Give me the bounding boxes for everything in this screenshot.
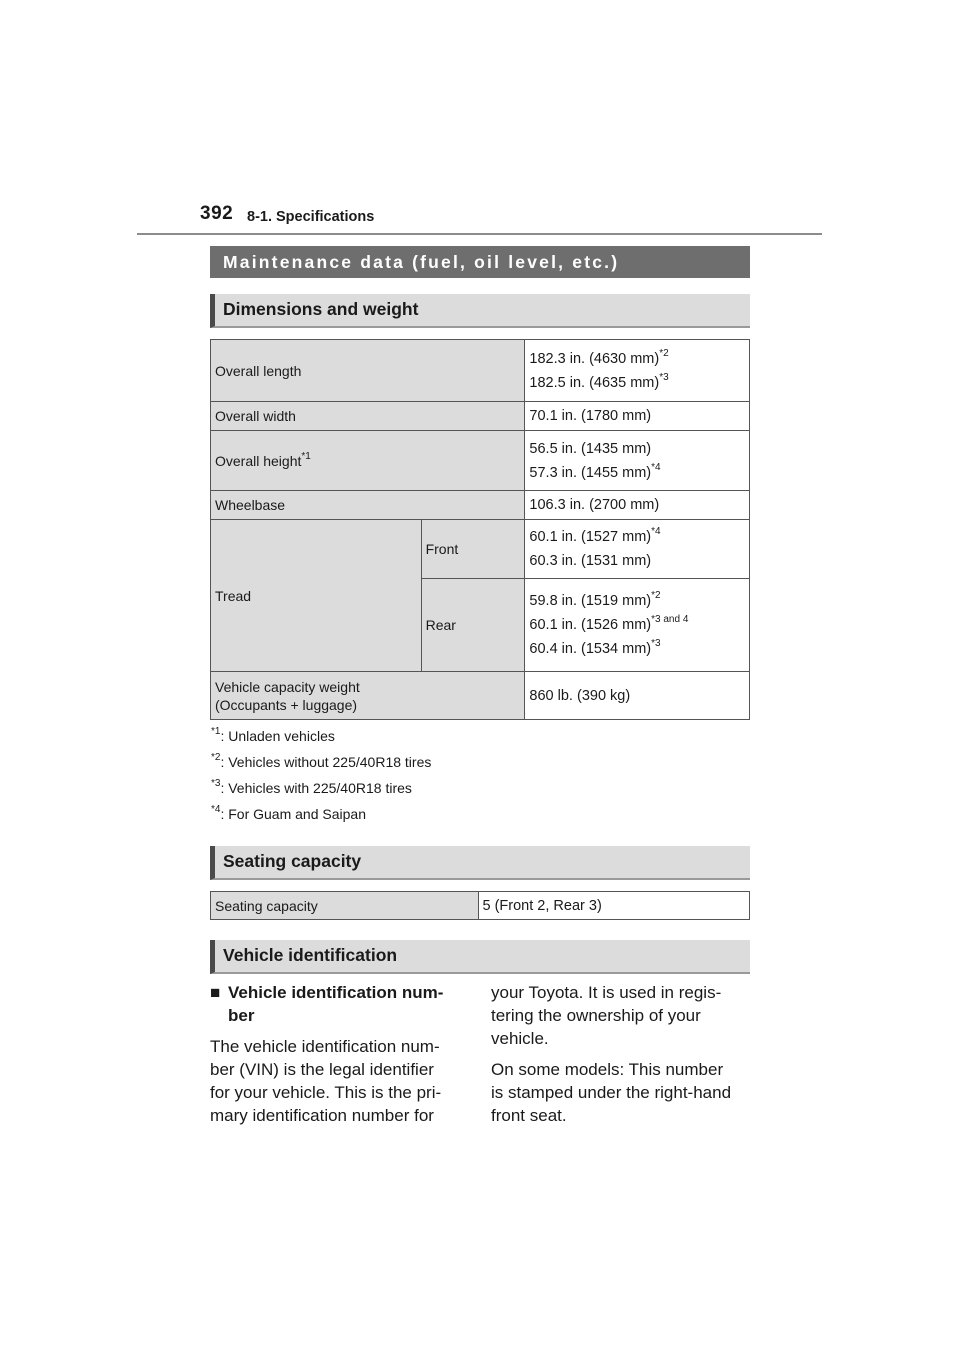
vin-column-right xyxy=(491,981,751,1135)
table-row xyxy=(211,402,750,431)
row-label: Overall height$^{*1}$ xyxy=(211,431,525,491)
vin-paragraph-part2: your Toyota. It is used in regis- tering the ownership of your vehicle. xyxy=(491,983,722,1048)
main-title-bar xyxy=(210,246,750,278)
row-sublabel: Rear xyxy=(421,579,525,672)
table-row xyxy=(211,340,750,402)
row-sublabel: Front xyxy=(421,520,525,579)
footnote: $^{*1}$: Unladen vehicles xyxy=(211,726,335,744)
seating-table xyxy=(210,891,750,920)
dimensions-heading: Dimensions and weight xyxy=(223,299,419,319)
row-label: Seating capacity xyxy=(211,892,479,920)
row-label: Overall length xyxy=(211,340,525,402)
row-label: Vehicle capacity weight (Occupants + luggage) xyxy=(211,672,525,720)
square-bullet-icon: ■ xyxy=(210,983,221,1002)
row-value: 860 lb. (390 kg) xyxy=(525,672,750,720)
vehicle-id-heading: Vehicle identification xyxy=(223,945,398,965)
row-label: Wheelbase xyxy=(211,491,525,520)
row-value: 60.1 in. (1527 mm)$^{*4}$ 60.3 in. (1531 mm) xyxy=(525,520,750,579)
table-row xyxy=(211,520,750,579)
vin-column-left xyxy=(210,981,460,1135)
vehicle-id-heading-bar xyxy=(210,940,750,974)
vin-location-paragraph: On some models: This number is stamped under the right-hand front seat. xyxy=(491,1060,732,1125)
vin-subheading: ■ Vehicle identification num- ber xyxy=(210,983,444,1025)
row-value: 182.3 in. (4630 mm)$^{*2}$ 182.5 in. (4635 mm)$^{*3}$ xyxy=(525,340,750,402)
row-value: 5 (Front 2, Rear 3) xyxy=(478,892,749,920)
main-title: Maintenance data (fuel, oil level, etc.) xyxy=(223,252,620,272)
dimensions-heading-bar xyxy=(210,294,750,328)
section-title: 8-1. Specifications xyxy=(247,209,375,225)
table-row xyxy=(211,491,750,520)
table-row xyxy=(211,431,750,491)
footnote: $^{*2}$: Vehicles without 225/40R18 tires xyxy=(211,752,432,770)
row-value: 70.1 in. (1780 mm) xyxy=(525,402,750,431)
row-label: Tread xyxy=(211,520,422,672)
row-label: Overall width xyxy=(211,402,525,431)
footnote: $^{*4}$: For Guam and Saipan xyxy=(211,804,366,822)
row-value: 59.8 in. (1519 mm)$^{*2}$ 60.1 in. (1526 mm)$^{*3 and 4}$ 60.4 in. (1534 mm)$^{*3}$ xyxy=(525,579,750,672)
row-value: 56.5 in. (1435 mm) 57.3 in. (1455 mm)$^{*4}$ xyxy=(525,431,750,491)
dimensions-table xyxy=(210,339,750,720)
footnote: $^{*3}$: Vehicles with 225/40R18 tires xyxy=(211,778,412,796)
row-value: 106.3 in. (2700 mm) xyxy=(525,491,750,520)
page-number: 392 xyxy=(200,203,234,224)
table-row xyxy=(211,672,750,720)
vin-paragraph-part1: The vehicle identification num- ber (VIN) is the legal identifier for your vehicle. This is the pri- mary identification number for xyxy=(210,1037,442,1125)
seating-heading-bar xyxy=(210,846,750,880)
header-rule xyxy=(137,233,822,235)
seating-heading: Seating capacity xyxy=(223,851,362,871)
table-row xyxy=(211,892,750,920)
